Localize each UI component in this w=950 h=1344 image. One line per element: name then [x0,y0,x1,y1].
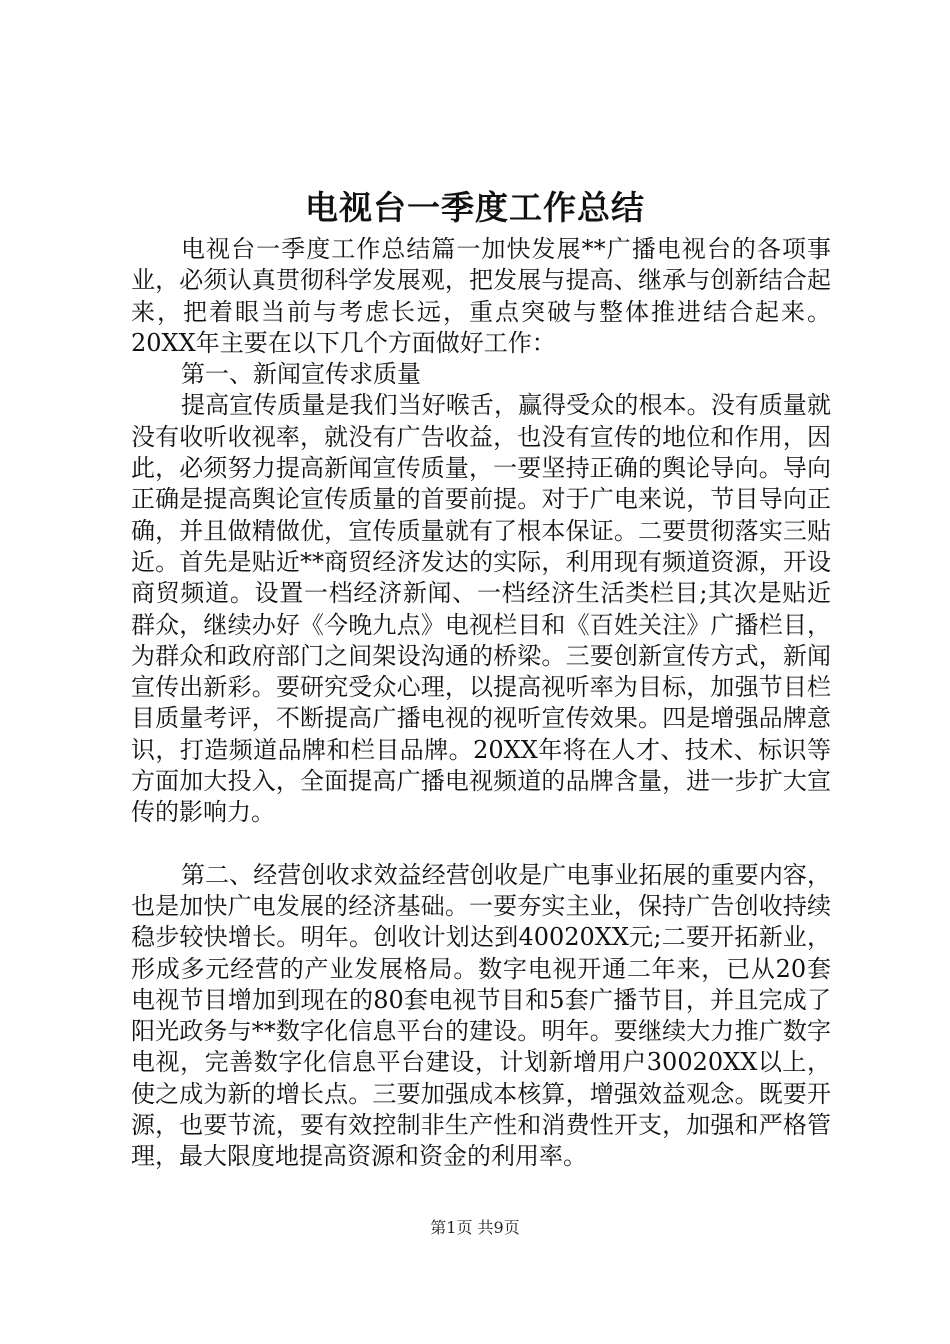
section-heading-news: 第一、新闻宣传求质量 [181,360,421,389]
intro-paragraph: 电视台一季度工作总结篇一加快发展**广播电视台的各项事业，必须认真贯彻科学发展观，把发展与提高、继承与创新结合起来，把着眼当前与考虑长远，重点突破与整体推进结合起来。20XX年主要在以下几个方面做好工作： [131,235,831,357]
document-title: 电视台一季度工作总结 [305,188,645,227]
document-body [131,234,831,1173]
business-revenue-paragraph: 第二、经营创收求效益经营创收是广电事业拓展的重要内容，也是加快广电发展的经济基础。一要夯实主业，保持广告创收持续稳步较快增长。明年。创收计划达到40020XX元;二要开拓新业，形成多元经营的产业发展格局。数字电视开通二年来，已从20套电视节目增加到现在的80套电视节目和5套广播节目，并且完成了阳光政务与**数字化信息平台的建设。明年。要继续大力推广数字电视，完善数字化信息平台建设，计划新增用户30020XX以上，使之成为新的增长点。三要加强成本核算，增强效益观念。既要开源，也要节流，要有效控制非生产性和消费性开支，加强和严格管理，最大限度地提高资源和资金的利用率。 [131,860,831,1171]
page-number-footer: 第1页 共9页 [430,1218,520,1237]
news-quality-paragraph: 提高宣传质量是我们当好喉舌，赢得受众的根本。没有质量就没有收听收视率，就没有广告收益，也没有宣传的地位和作用，因此，必须努力提高新闻宣传质量，一要坚持正确的舆论导向。导向正确是提高舆论宣传质量的首要前提。对于广电来说，节目导向正确，并且做精做优，宣传质量就有了根本保证。二要贯彻落实三贴近。首先是贴近**商贸经济发达的实际，利用现有频道资源，开设商贸频道。设置一档经济新闻、一档经济生活类栏目;其次是贴近群众，继续办好《今晚九点》电视栏目和《百姓关注》广播栏目，为群众和政府部门之间架设沟通的桥梁。三要创新宣传方式，新闻宣传出新彩。要研究受众心理，以提高视听率为目标，加强节目栏目质量考评，不断提高广播电视的视听宣传效果。四是增强品牌意识，打造频道品牌和栏目品牌。20XX年将在人才、技术、标识等方面加大投入，全面提高广播电视频道的品牌含量，进一步扩大宣传的影响力。 [131,391,831,827]
